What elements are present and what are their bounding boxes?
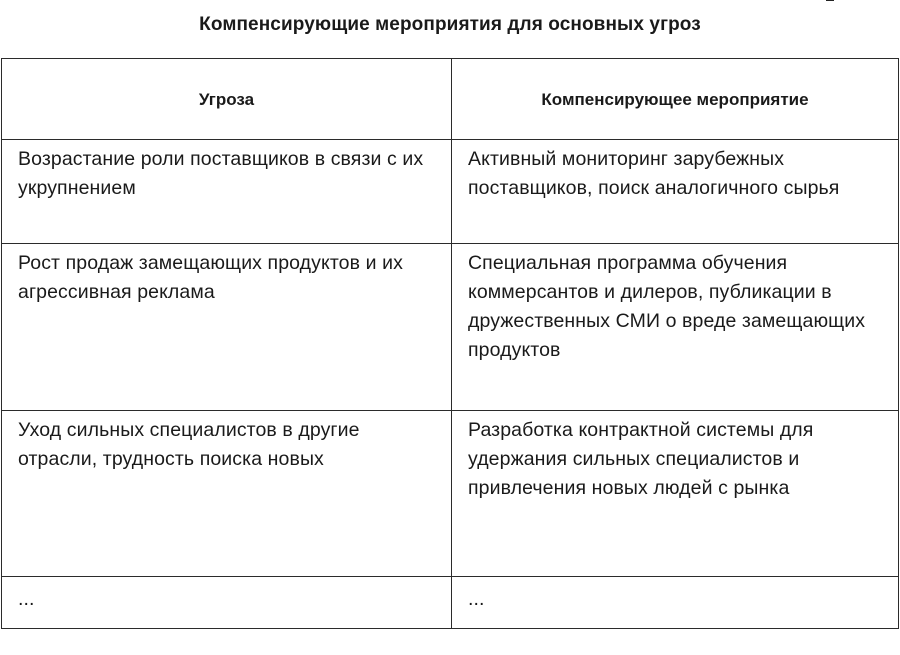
measure-cell: Специальная программа обучения коммерсантов и дилеров, публикации в дружественных СМИ о вреде замещающих продуктов xyxy=(452,244,899,411)
threat-cell: Рост продаж замещающих продуктов и их агрессивная реклама xyxy=(2,244,452,411)
column-header-measure: Компенсирующее мероприятие xyxy=(452,59,899,140)
threat-cell: Возрастание роли поставщиков в связи с их укрупнением xyxy=(2,140,452,244)
measure-cell: Активный мониторинг зарубежных поставщиков, поиск аналогичного сырья xyxy=(452,140,899,244)
table-row xyxy=(2,411,899,577)
page-corner-mark xyxy=(826,0,834,1)
table-row xyxy=(2,577,899,629)
measure-cell: ... xyxy=(452,577,899,629)
threats-table xyxy=(1,58,899,629)
table-row xyxy=(2,244,899,411)
threat-cell: Уход сильных специалистов в другие отрасли, трудность поиска новых xyxy=(2,411,452,577)
table-row xyxy=(2,140,899,244)
column-header-threat: Угроза xyxy=(2,59,452,140)
table-title: Компенсирующие мероприятия для основных угроз xyxy=(199,14,701,35)
threat-cell: ... xyxy=(2,577,452,629)
table-header-row xyxy=(2,59,899,140)
measure-cell: Разработка контрактной системы для удержания сильных специалистов и привлечения новых людей с рынка xyxy=(452,411,899,577)
